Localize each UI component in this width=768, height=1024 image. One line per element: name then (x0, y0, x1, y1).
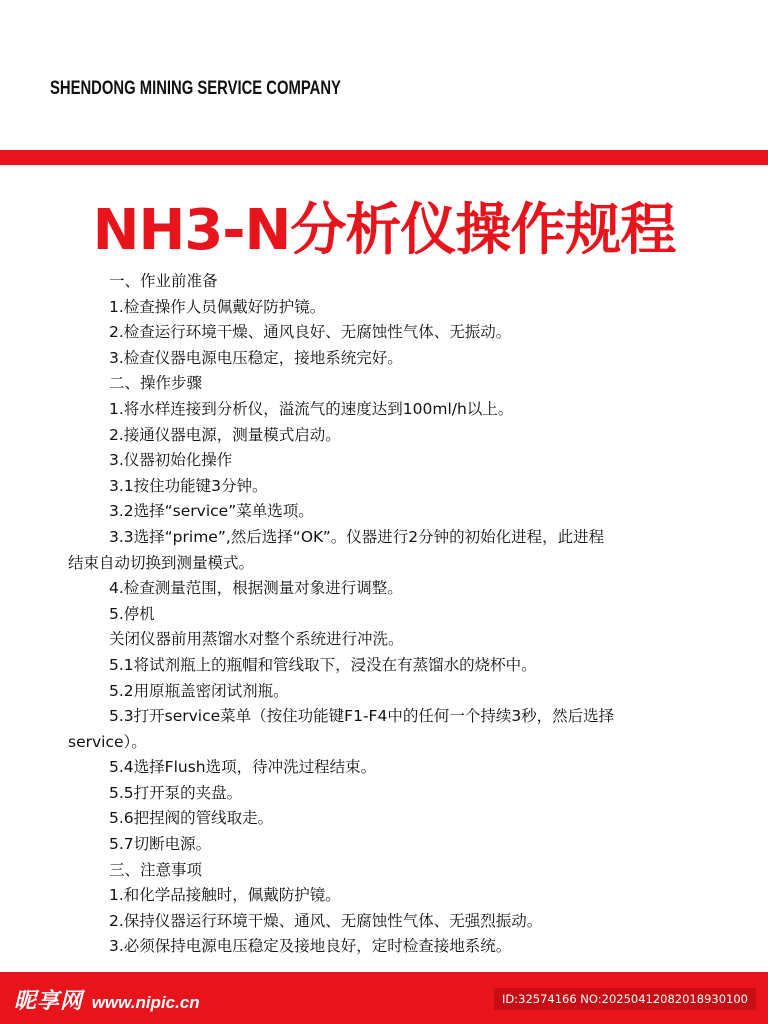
procedure-line: 二、操作步骤 (109, 374, 203, 393)
procedure-line: 2.检查运行环境干燥、通风良好、无腐蚀性气体、无振动。 (109, 323, 512, 342)
procedure-line: 3.3选择“prime”,然后选择“OK”。仪器进行2分钟的初始化进程，此进程 (109, 527, 605, 546)
procedure-line: 3.检查仪器电源电压稳定，接地系统完好。 (109, 348, 403, 367)
procedure-line: 5.停机 (109, 604, 155, 623)
logo-text: 昵享网 (14, 989, 84, 1014)
procedure-line: 关闭仪器前用蒸馏水对整个系统进行冲洗。 (109, 630, 404, 649)
procedure-line: 1.和化学品接触时，佩戴防护镜。 (109, 886, 341, 905)
procedure-line: 3.必须保持电源电压稳定及接地良好，定时检查接地系统。 (109, 937, 512, 956)
image-id-badge: ID:32574166 NO:20250412082018930100 (494, 988, 756, 1010)
procedure-line: 三、注意事项 (109, 860, 203, 879)
footer-bar (0, 972, 768, 1024)
procedure-line: 3.2选择“service”菜单选项。 (109, 502, 314, 521)
watermark-logo (14, 984, 200, 1015)
procedure-line: 5.1将试剂瓶上的瓶帽和管线取下，浸没在有蒸馏水的烧杯中。 (109, 655, 537, 674)
procedure-line: 4.检查测量范围，根据测量对象进行调整。 (109, 579, 403, 598)
page-title: NH3-N分析仪操作规程 (92, 198, 676, 263)
procedure-line: 1.检查操作人员佩戴好防护镜。 (109, 297, 326, 316)
procedure-body (68, 269, 748, 960)
procedure-line: service）。 (68, 732, 147, 751)
logo-url: www.nipic.cn (91, 993, 200, 1012)
procedure-line: 结束自动切换到测量模式。 (68, 553, 255, 572)
top-red-bar (0, 150, 768, 165)
procedure-line: 5.4选择Flush选项，待冲洗过程结束。 (109, 758, 377, 777)
procedure-line: 2.接通仪器电源，测量模式启动。 (109, 425, 341, 444)
procedure-line: 5.3打开service菜单（按住功能键F1-F4中的任何一个持续3秒，然后选择 (109, 707, 615, 726)
company-name: SHENDONG MINING SERVICE COMPANY (50, 78, 341, 99)
procedure-line: 5.2用原瓶盖密闭试剂瓶。 (109, 681, 289, 700)
procedure-line: 一、作业前准备 (109, 272, 218, 290)
procedure-line: 5.6把捏阀的管线取走。 (109, 809, 274, 828)
procedure-line: 5.7切断电源。 (109, 835, 212, 854)
procedure-line: 1.将水样连接到分析仪，溢流气的速度达到100ml/h以上。 (109, 399, 514, 418)
procedure-line: 2.保持仪器运行环境干燥、通风、无腐蚀性气体、无强烈振动。 (109, 911, 543, 930)
procedure-line: 3.1按住功能键3分钟。 (109, 476, 268, 495)
procedure-line: 3.仪器初始化操作 (109, 451, 233, 470)
procedure-line: 5.5打开泵的夹盘。 (109, 783, 243, 802)
